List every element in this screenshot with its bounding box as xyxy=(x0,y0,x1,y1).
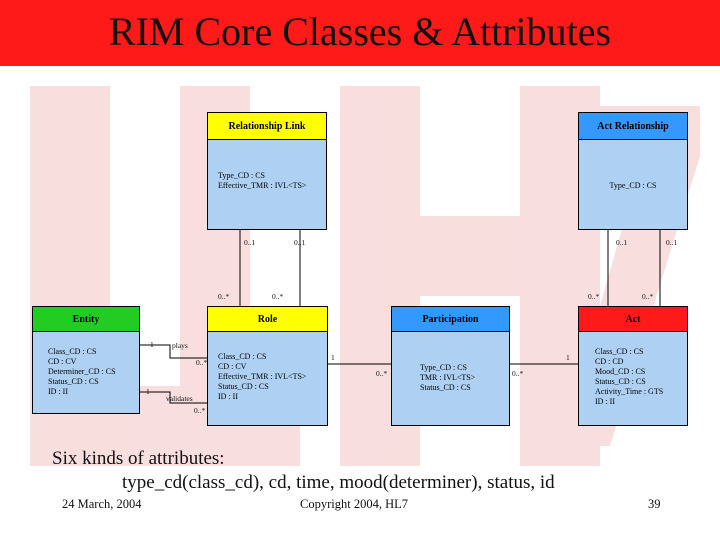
act-attr: Status_CD : CS xyxy=(595,377,646,386)
entity-name: Entity xyxy=(72,313,100,325)
role-header xyxy=(208,307,327,332)
multiplicity-label: 0..* xyxy=(218,292,230,301)
multiplicity-label: 0..1 xyxy=(294,238,306,247)
act-relationship-attr: Type_CD : CS xyxy=(609,181,657,190)
entity-class xyxy=(32,306,140,414)
entity-attr: ID : II xyxy=(48,387,68,396)
multiplicity-label: 0..* xyxy=(272,292,284,301)
participation-attr: Status_CD : CS xyxy=(420,383,471,392)
act-attributes xyxy=(595,347,687,407)
relationship-link-attr: Effective_TMR : IVL<TS> xyxy=(218,181,307,190)
role-attr: Status_CD : CS xyxy=(218,382,269,391)
act-name: Act xyxy=(625,313,641,325)
multiplicity-label: 1 xyxy=(566,353,570,362)
footer-copyright: Copyright 2004, HL7 xyxy=(300,497,408,511)
multiplicity-label: 0..* xyxy=(196,358,208,367)
act-relationship-name: Act Relationship xyxy=(597,120,669,132)
act-attr: Mood_CD : CS xyxy=(595,367,646,376)
participation-attr: Type_CD : CS xyxy=(420,363,467,372)
act-attr: Activity_Time : GTS xyxy=(595,387,664,396)
entity-attributes xyxy=(48,347,139,397)
relationship-link-attributes xyxy=(218,171,326,191)
participation-name: Participation xyxy=(422,313,479,325)
relationship-link-class xyxy=(207,112,327,230)
multiplicity-label: 0..1 xyxy=(616,238,628,247)
multiplicity-label: 0..1 xyxy=(666,238,678,247)
multiplicity-label: 0..1 xyxy=(244,238,256,247)
association-validates-label: validates xyxy=(166,394,193,403)
participation-class xyxy=(391,306,510,426)
role-attr: CD : CV xyxy=(218,362,247,371)
entity-attr: CD : CV xyxy=(48,357,77,366)
act-class xyxy=(578,306,688,426)
slide-title: RIM Core Classes & Attributes xyxy=(108,9,612,54)
multiplicity-label: 0..* xyxy=(588,292,600,301)
act-attr: CD : CD xyxy=(595,357,624,366)
role-class xyxy=(207,306,328,426)
entity-header xyxy=(33,307,139,332)
association-plays-label: plays xyxy=(172,341,188,350)
act-relationship-class xyxy=(578,112,688,230)
entity-attr: Status_CD : CS xyxy=(48,377,99,386)
entity-attr: Class_CD : CS xyxy=(48,347,97,356)
act-attr: Class_CD : CS xyxy=(595,347,644,356)
multiplicity-label: 1 xyxy=(331,353,335,362)
footer-page-number: 39 xyxy=(648,497,661,511)
act-header xyxy=(579,307,687,332)
multiplicity-label: 1 xyxy=(146,387,150,396)
footer-date: 24 March, 2004 xyxy=(62,497,142,511)
role-attr: Effective_TMR : IVL<TS> xyxy=(218,372,307,381)
relationship-link-header xyxy=(208,113,326,140)
participation-attributes xyxy=(420,363,509,393)
participation-header xyxy=(392,307,509,332)
act-attr: ID : II xyxy=(595,397,615,406)
attributes-note-line1: Six kinds of attributes: xyxy=(52,448,225,469)
relationship-link-attr: Type_CD : CS xyxy=(218,171,265,180)
multiplicity-label: 0..* xyxy=(512,369,524,378)
attributes-note-line2: type_cd(class_cd), cd, time, mood(determiner), status, id xyxy=(122,472,555,493)
relationship-link-name: Relationship Link xyxy=(228,120,306,132)
entity-attr: Determiner_CD : CS xyxy=(48,367,116,376)
role-attr: Class_CD : CS xyxy=(218,352,267,361)
role-attributes xyxy=(218,352,327,402)
role-name: Role xyxy=(257,313,278,325)
multiplicity-label: 0..* xyxy=(376,369,388,378)
role-attr: ID : II xyxy=(218,392,238,401)
multiplicity-label: 0..* xyxy=(642,292,654,301)
act-relationship-header xyxy=(579,113,687,140)
multiplicity-label: 1 xyxy=(150,340,154,349)
participation-attr: TMR : IVL<TS> xyxy=(420,373,476,382)
act-relationship-attributes xyxy=(579,181,687,191)
multiplicity-label: 0..* xyxy=(194,406,206,415)
